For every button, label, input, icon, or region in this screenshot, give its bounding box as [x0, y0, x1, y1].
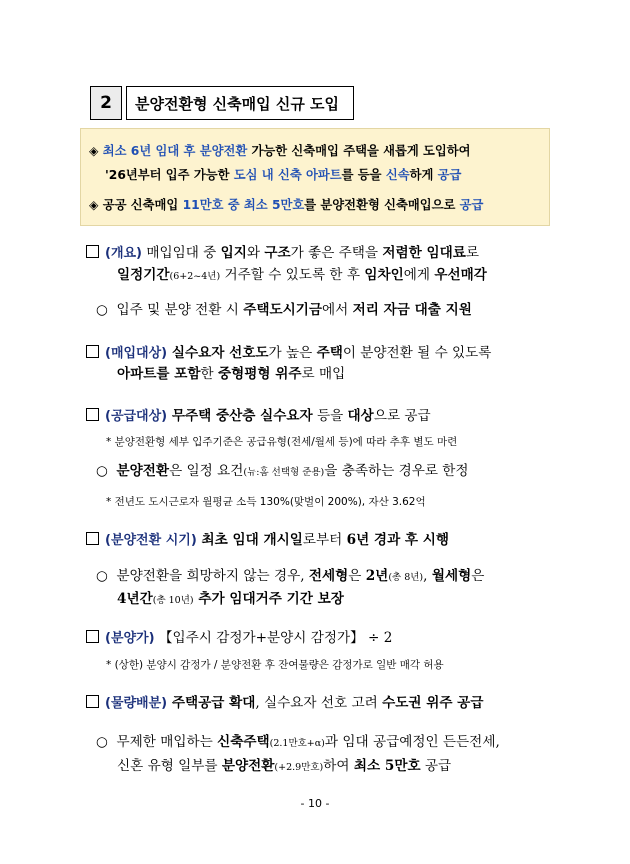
timing-sub-line-2: 4년간(총 10년) 추가 임대거주 기간 보장: [117, 591, 344, 607]
volume-sub-line-1: ○ 무제한 매입하는 신축주택(2.1만호+α)과 임대 공급예정인 든든전세,: [96, 734, 500, 750]
price-line: (분양가) 【입주시 감정가+분양시 감정가】 ÷ 2: [86, 630, 392, 646]
price-note: * (상한) 분양시 감정가 / 분양전환 후 잔여물량은 감정가로 일반 매각 허용: [106, 659, 444, 671]
summary-line-1: ◈ 최소 6년 임대 후 분양전환 가능한 신축매입 주택을 새롭게 도입하여: [89, 144, 471, 158]
summary-box: [80, 128, 550, 226]
square-bullet-icon: [86, 345, 99, 358]
timing-line: (분양전환 시기) 최초 임대 개시일로부터 6년 경과 후 시행: [86, 532, 449, 548]
square-bullet-icon: [86, 532, 99, 545]
target-line-2: 아파트를 포함한 중형평형 위주로 매입: [117, 366, 346, 382]
section-title: 분양전환형 신축매입 신규 도입: [126, 86, 354, 120]
summary-line-2: '26년부터 입주 가능한 도심 내 신축 아파트를 등을 신속하게 공급: [105, 168, 462, 182]
overview-sub: ○ 입주 및 분양 전환 시 주택도시기금에서 저리 자금 대출 지원: [96, 302, 472, 318]
section-number: 2: [90, 86, 122, 120]
supply-sub: ○ 분양전환은 일정 요건(뉴:홈 선택형 준용)을 충족하는 경우로 한정: [96, 463, 469, 479]
square-bullet-icon: [86, 695, 99, 708]
circle-bullet-icon: ○: [96, 734, 108, 750]
circle-bullet-icon: ○: [96, 302, 108, 318]
circle-bullet-icon: ○: [96, 568, 108, 584]
square-bullet-icon: [86, 245, 99, 258]
volume-sub-line-2: 신혼 유형 일부를 분양전환(+2.9만호)하여 최소 5만호 공급: [117, 758, 452, 774]
timing-sub-line-1: ○ 분양전환을 희망하지 않는 경우, 전세형은 2년(총 8년), 월세형은: [96, 568, 485, 584]
circle-bullet-icon: ○: [96, 463, 108, 479]
square-bullet-icon: [86, 630, 99, 643]
diamond-bullet-icon: ◈: [89, 144, 99, 158]
target-line-1: (매입대상) 실수요자 선호도가 높은 주택이 분양전환 될 수 있도록: [86, 345, 491, 361]
volume-line: (물량배분) 주택공급 확대, 실수요자 선호 고려 수도권 위주 공급: [86, 695, 483, 711]
supply-target-line: (공급대상) 무주택 중산층 실수요자 등을 대상으로 공급: [86, 408, 431, 424]
supply-note: * 분양전환형 세부 입주기준은 공급유형(전세/월세 등)에 따라 추후 별도 마련: [106, 436, 458, 448]
overview-line-1: (개요) 매입임대 중 입지와 구조가 좋은 주택을 저렴한 임대료로: [86, 245, 479, 261]
income-note: * 전년도 도시근로자 월평균 소득 130%(맞벌이 200%), 자산 3.62억: [106, 496, 426, 508]
summary-line-3: ◈ 공공 신축매입 11만호 중 최소 5만호를 분양전환형 신축매입으로 공급: [89, 198, 484, 212]
page-number: - 10 -: [300, 797, 330, 810]
diamond-bullet-icon: ◈: [89, 198, 99, 212]
overview-line-2: 일정기간(6+2~4년) 거주할 수 있도록 한 후 임차인에게 우선매각: [117, 267, 487, 283]
square-bullet-icon: [86, 408, 99, 421]
